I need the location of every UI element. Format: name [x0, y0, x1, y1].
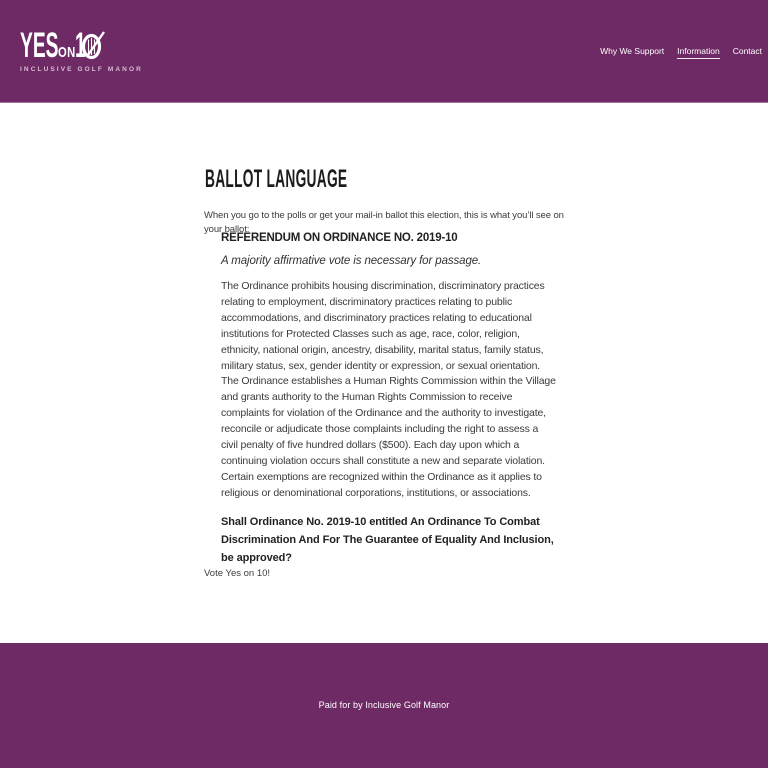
nav-item-contact[interactable]: Contact — [732, 46, 762, 56]
site-header — [0, 0, 768, 103]
ordinance-text: The Ordinance prohibits housing discrimination, discriminatory practices relating to employment, discriminatory practices relating to public accommodations, and discriminatory practices relating to educational institutions for Protected Classes such as age, race, color, religion, ethnicity, national origin, ancestry, disability, marital status, family status, military status, sex, gender identity or expression, or sexual orientation. The Ordinance establishes a Human Rights Commission within the Village and grants authority to the Human Rights Commission to receive complaints for violation of the Ordinance and the authority to investigate, reconcile or adjudicate those complaints including the right to assess a civil penalty of five hundred dollars ($500). Each day upon which a continuing violation occurs shall constitute a new and separate violation. Certain exemptions are recognized within the Ordinance as it applies to religious or denominational corporations, institutions, or associations. — [221, 280, 556, 499]
logo-digit-one: 1 — [75, 26, 86, 65]
main-nav — [600, 46, 762, 59]
passage-note: A majority affirmative vote is necessary for passage. — [221, 255, 482, 267]
logo-word-on: ON — [58, 44, 76, 61]
intro-text: When you go to the polls or get your mail-in ballot this election, this is what you’ll see on your ballot: — [204, 210, 564, 235]
nav-item-why-we-support[interactable]: Why We Support — [600, 46, 665, 56]
page-title: BALLOT LANGUAGE — [205, 165, 348, 193]
corn-cob-zero-icon — [82, 30, 106, 60]
logo-word-yes: YES — [20, 26, 59, 65]
logo-tagline: INCLUSIVE GOLF MANOR — [20, 66, 143, 73]
site-footer — [0, 643, 768, 768]
nav-item-information[interactable]: Information — [677, 46, 720, 59]
logo[interactable] — [20, 28, 150, 76]
ballot-question: Shall Ordinance No. 2019-10 entitled An Ordinance To Combat Discrimination And For The Guarantee of Equality And Inclusion, be approved? — [221, 516, 554, 564]
footer-text: Paid for by Inclusive Golf Manor — [318, 700, 450, 710]
referendum-title: REFERENDUM ON ORDINANCE NO. 2019-10 — [221, 232, 458, 244]
vote-cta: Vote Yes on 10! — [204, 568, 271, 579]
